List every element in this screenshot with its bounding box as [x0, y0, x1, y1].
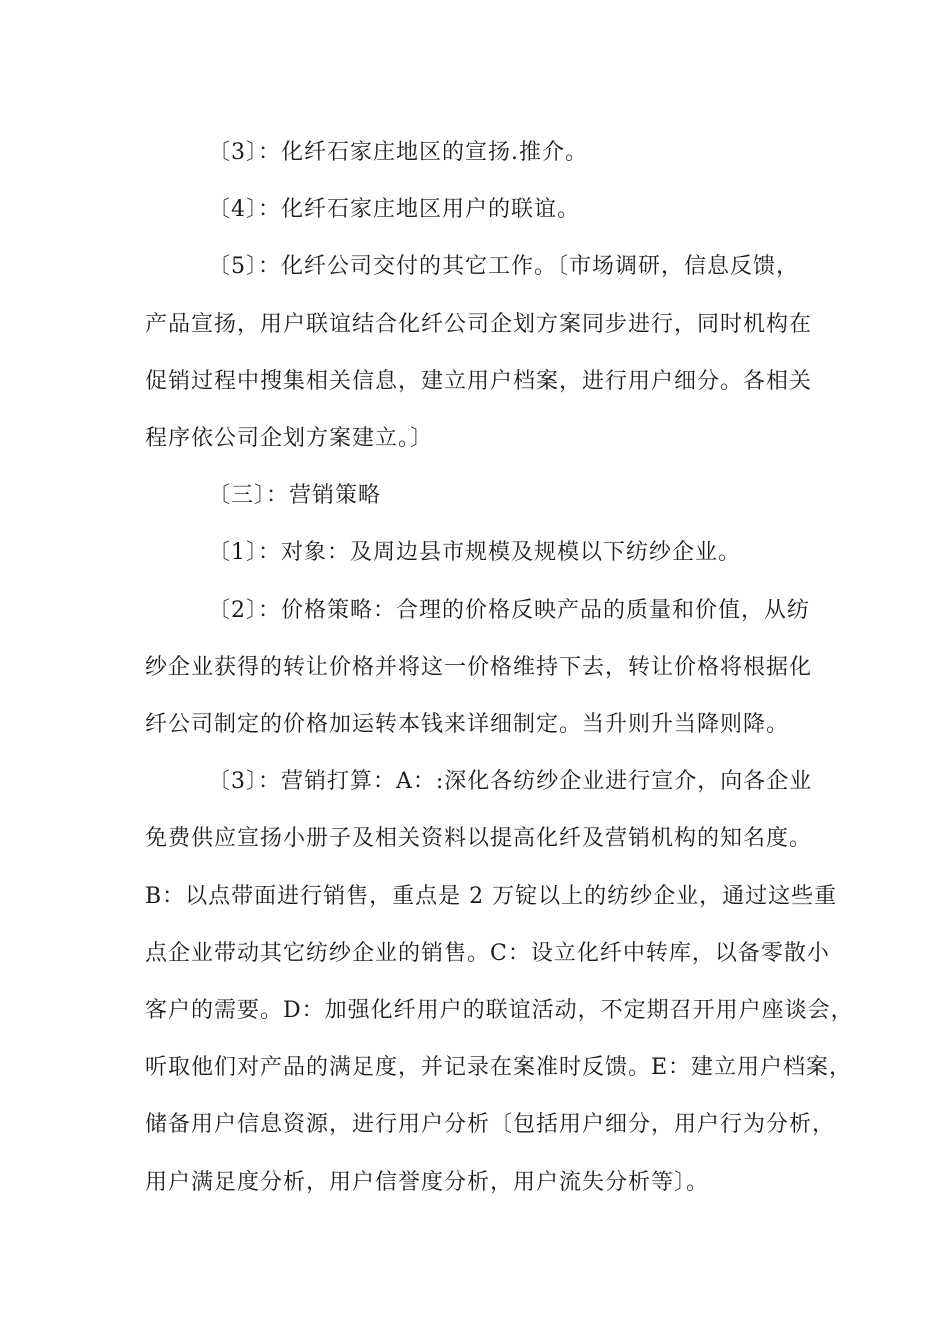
- paragraph-line: 产品宣扬，用户联谊结合化纤公司企划方案同步进行，同时机构在: [145, 312, 813, 337]
- paragraph-line: 免费供应宣扬小册子及相关资料以提高化纤及营销机构的知名度。: [145, 826, 813, 851]
- item-5-other-work: 〔5〕：化纤公司交付的其它工作。〔市场调研，信息反馈，: [208, 254, 799, 279]
- paragraph-line: 用户满足度分析，用户信誉度分析，用户流失分析等〕。: [145, 1170, 710, 1195]
- paragraph-line: 点企业带动其它纺纱企业的销售。C：设立化纤中转库，以备零散小: [145, 941, 830, 966]
- item-1-target: 〔1〕：对象：及周边县市规模及规模以下纺纱企业。: [208, 540, 741, 565]
- paragraph-line: 储备用户信息资源，进行用户分析〔包括用户细分，用户行为分析，: [145, 1112, 836, 1137]
- paragraph-line: 纱企业获得的转让价格并将这一价格维持下去，转让价格将根据化: [145, 655, 813, 680]
- paragraph-line: 纤公司制定的价格加运转本钱来详细制定。当升则升当降则降。: [145, 712, 790, 737]
- item-3-marketing-plan: 〔3〕：营销打算：A：:深化各纺纱企业进行宣介，向各企业: [208, 769, 813, 794]
- item-4-user-liaison: 〔4〕：化纤石家庄地区用户的联谊。: [208, 197, 580, 222]
- paragraph-line: B：以点带面进行销售，重点是 2 万锭以上的纺纱企业，通过这些重: [145, 884, 838, 909]
- paragraph-line: 客户的需要。D：加强化纤用户的联谊活动，不定期召开用户座谈会，: [145, 998, 854, 1023]
- paragraph-line: 促销过程中搜集相关信息，建立用户档案，进行用户细分。各相关: [145, 369, 813, 394]
- section-heading-marketing-strategy: 〔三〕：营销策略: [208, 483, 382, 508]
- item-3-publicity: 〔3〕：化纤石家庄地区的宣扬.推介。: [208, 140, 588, 165]
- item-2-price-strategy: 〔2〕：价格策略：合理的价格反映产品的质量和价值，从纺: [208, 598, 810, 623]
- paragraph-line: 程序依公司企划方案建立。〕: [145, 426, 434, 451]
- paragraph-line: 听取他们对产品的满足度，并记录在案准时反馈。E：建立用户档案，: [145, 1055, 853, 1080]
